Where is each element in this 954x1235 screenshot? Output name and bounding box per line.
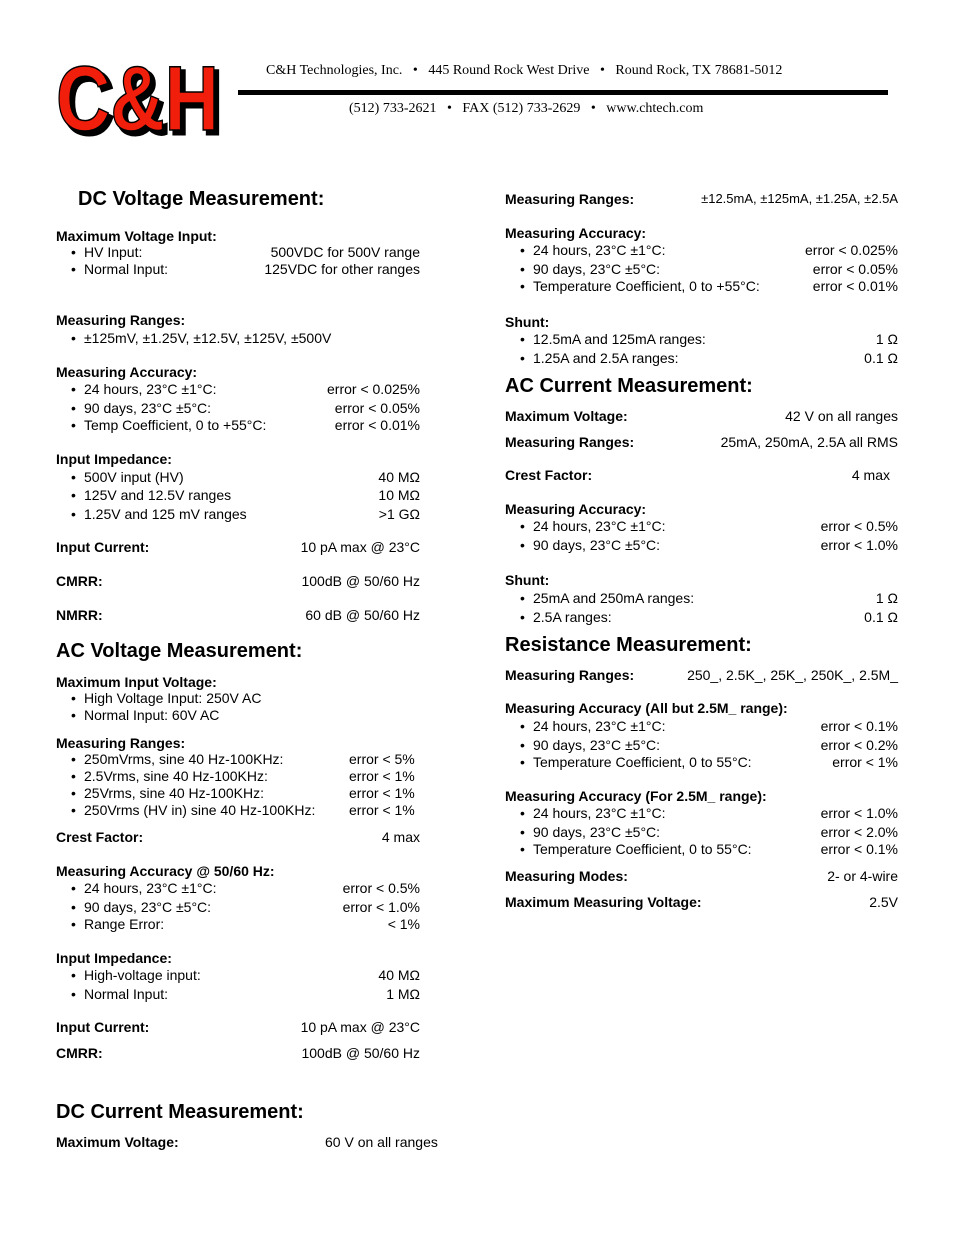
dcv-current-value: 10 pA max @ 23°C [300, 539, 420, 555]
dc-current-title: DC Current Measurement: [56, 1101, 304, 1123]
dci-ranges-value: ±12.5mA, ±125mA, ±1.25A, ±2.5A [701, 191, 898, 206]
dci-acc-label: • 24 hours, 23°C ±1°C: [533, 242, 666, 258]
ac-current-title: AC Current Measurement: [505, 375, 753, 397]
separator: • [599, 63, 605, 78]
acv-range-value: error < 1% [349, 768, 415, 784]
dcv-imp-label: • 1.25V and 125 mV ranges [84, 506, 247, 522]
res-modes-label: Measuring Modes: [505, 868, 628, 884]
aci-crest-label: Crest Factor: [505, 467, 593, 483]
res-max-voltage-label: Maximum Measuring Voltage: [505, 894, 702, 910]
dci-max-value: 60 V on all ranges [325, 1134, 438, 1150]
dci-shunt-label: Shunt: [505, 314, 550, 330]
dcv-ranges-label: Measuring Ranges: [56, 312, 186, 328]
dci-acc-value: error < 0.025% [805, 242, 898, 258]
dcv-acc-value: error < 0.01% [334, 417, 420, 433]
street-address: 445 Round Rock West Drive [428, 63, 590, 78]
dcv-imp-value: 10 MΩ [378, 487, 420, 503]
dci-max-label: Maximum Voltage: [56, 1134, 179, 1150]
acv-range-label: • 2.5Vrms, sine 40 Hz-100KHz: [84, 768, 268, 784]
dci-ranges-label: Measuring Ranges: [505, 191, 635, 207]
dcv-imp-value: 40 MΩ [378, 469, 420, 485]
aci-ranges-label: Measuring Ranges: [505, 434, 635, 450]
acv-cmrr-label: CMRR: [56, 1045, 103, 1061]
acv-accuracy-label: Measuring Accuracy @ 50/60 Hz: [56, 863, 275, 879]
dcv-acc-label: • 24 hours, 23°C ±1°C: [84, 381, 217, 397]
acv-imp-label: • High-voltage input: [84, 967, 201, 983]
aci-max-value: 42 V on all ranges [785, 408, 898, 424]
resistance-title: Resistance Measurement: [505, 634, 752, 656]
dcv-accuracy-label: Measuring Accuracy: [56, 364, 198, 380]
aci-crest-value: 4 max [851, 467, 890, 483]
acv-ranges-label: Measuring Ranges: [56, 735, 186, 751]
aci-acc-value: error < 1.0% [820, 537, 898, 553]
dcv-normal-value: 125VDC for other ranges [264, 261, 420, 277]
dcv-acc-label: • Temp Coefficient, 0 to +55°C: [84, 417, 266, 433]
aci-max-label: Maximum Voltage: [505, 408, 628, 424]
dcv-ranges-value: • ±125mV, ±1.25V, ±12.5V, ±125V, ±500V [84, 330, 331, 346]
separator: • [447, 101, 452, 116]
dcv-imp-value: >1 GΩ [378, 506, 420, 522]
acv-imp-label: • Normal Input: [84, 986, 168, 1002]
city-address: Round Rock, TX 78681-5012 [615, 63, 783, 78]
dcv-nmrr-label: NMRR: [56, 607, 103, 623]
res-acc2-label: Measuring Accuracy (For 2.5M_ range): [505, 788, 767, 804]
res-acc2-item: • 90 days, 23°C ±5°C: [533, 824, 660, 840]
dcv-normal-label: • Normal Input: [84, 261, 168, 277]
acv-range-label: • 25Vrms, sine 40 Hz-100KHz: [84, 785, 264, 801]
acv-crest-value: 4 max [381, 829, 420, 845]
svg-text:C&H: C&H [60, 56, 223, 138]
res-acc2-item: • 24 hours, 23°C ±1°C: [533, 805, 666, 821]
aci-shunt-value: 1 Ω [875, 590, 898, 606]
dci-accuracy-label: Measuring Accuracy: [505, 225, 647, 241]
contact-line [349, 101, 703, 117]
aci-acc-label: • 90 days, 23°C ±5°C: [533, 537, 660, 553]
dci-shunt-value: 1 Ω [875, 331, 898, 347]
dcv-cmrr-label: CMRR: [56, 573, 103, 589]
phone-number: (512) 733-2621 [349, 101, 437, 116]
dcv-hv-value: 500VDC for 500V range [270, 244, 420, 260]
dcv-current-label: Input Current: [56, 539, 150, 555]
acv-range-value: error < 1% [349, 802, 415, 818]
acv-current-label: Input Current: [56, 1019, 150, 1035]
company-name: C&H Technologies, Inc. [266, 63, 403, 78]
acv-crest-label: Crest Factor: [56, 829, 144, 845]
acv-acc-value: < 1% [387, 916, 420, 932]
res-acc2-item: • Temperature Coefficient, 0 to 55°C: [533, 841, 752, 857]
dci-acc-value: error < 0.01% [812, 278, 898, 294]
acv-max-item: • Normal Input: 60V AC [84, 707, 219, 723]
res-acc1-item: • 24 hours, 23°C ±1°C: [533, 718, 666, 734]
res-modes-value: 2- or 4-wire [827, 868, 898, 884]
header-rule [238, 90, 888, 95]
dci-acc-label: • 90 days, 23°C ±5°C: [533, 261, 660, 277]
separator: • [590, 101, 596, 116]
acv-range-label: • 250Vrms (HV in) sine 40 Hz-100KHz: [84, 802, 315, 818]
res-ranges-value: 250_, 2.5K_, 25K_, 250K_, 2.5M_ [687, 667, 898, 683]
website-link[interactable]: www.chtech.com [606, 101, 704, 116]
dci-shunt-value: 0.1 Ω [864, 350, 898, 366]
res-acc1-item: • Temperature Coefficient, 0 to 55°C: [533, 754, 752, 770]
dci-shunt-range: • 1.25A and 2.5A ranges: [533, 350, 679, 366]
acv-range-label: • 250mVrms, sine 40 Hz-100KHz: [84, 751, 283, 767]
acv-range-value: error < 1% [349, 785, 415, 801]
res-ranges-label: Measuring Ranges: [505, 667, 635, 683]
aci-acc-value: error < 0.5% [820, 518, 898, 534]
aci-accuracy-label: Measuring Accuracy: [505, 501, 647, 517]
aci-acc-label: • 24 hours, 23°C ±1°C: [533, 518, 666, 534]
dcv-acc-value: error < 0.05% [334, 400, 420, 416]
acv-acc-label: • 90 days, 23°C ±5°C: [84, 899, 211, 915]
acv-current-value: 10 pA max @ 23°C [300, 1019, 420, 1035]
acv-acc-value: error < 1.0% [342, 899, 420, 915]
dci-acc-label: • Temperature Coefficient, 0 to +55°C: [533, 278, 760, 294]
acv-imp-value: 1 MΩ [386, 986, 420, 1002]
acv-max-label: Maximum Input Voltage: [56, 674, 217, 690]
dcv-hv-label: • HV Input: [84, 244, 142, 260]
dci-acc-value: error < 0.05% [812, 261, 898, 277]
res-max-voltage-value: 2.5V [869, 894, 898, 910]
separator: • [412, 63, 418, 78]
aci-shunt-range: • 2.5A ranges: [533, 609, 612, 625]
address-line [266, 63, 782, 79]
aci-shunt-label: Shunt: [505, 572, 550, 588]
dci-shunt-range: • 12.5mA and 125mA ranges: [533, 331, 706, 347]
ac-voltage-title: AC Voltage Measurement: [56, 640, 303, 662]
dcv-acc-value: error < 0.025% [327, 381, 420, 397]
dcv-acc-label: • 90 days, 23°C ±5°C: [84, 400, 211, 416]
res-acc2-value: error < 1.0% [820, 805, 898, 821]
acv-acc-label: • Range Error: [84, 916, 164, 932]
dc-voltage-title: DC Voltage Measurement: [78, 188, 325, 210]
res-acc2-value: error < 2.0% [820, 824, 898, 840]
res-acc1-item: • 90 days, 23°C ±5°C: [533, 737, 660, 753]
res-acc2-value: error < 0.1% [820, 841, 898, 857]
acv-max-item: • High Voltage Input: 250V AC [84, 690, 261, 706]
acv-impedance-label: Input Impedance: [56, 950, 172, 966]
dcv-imp-label: • 500V input (HV) [84, 469, 184, 485]
acv-imp-value: 40 MΩ [378, 967, 420, 983]
acv-range-value: error < 5% [349, 751, 415, 767]
acv-acc-label: • 24 hours, 23°C ±1°C: [84, 880, 217, 896]
fax-number: FAX (512) 733-2629 [462, 101, 581, 116]
res-acc1-value: error < 0.1% [820, 718, 898, 734]
dcv-impedance-label: Input Impedance: [56, 451, 172, 467]
aci-ranges-value: 25mA, 250mA, 2.5A all RMS [720, 434, 898, 450]
res-acc1-value: error < 1% [832, 754, 898, 770]
dcv-cmrr-value: 100dB @ 50/60 Hz [301, 573, 420, 589]
dcv-nmrr-value: 60 dB @ 50/60 Hz [305, 607, 420, 623]
dcv-imp-label: • 125V and 12.5V ranges [84, 487, 231, 503]
svg-text:C&H: C&H [56, 56, 219, 138]
res-acc1-value: error < 0.2% [820, 737, 898, 753]
acv-cmrr-value: 100dB @ 50/60 Hz [301, 1045, 420, 1061]
res-acc1-label: Measuring Accuracy (All but 2.5M_ range): [505, 700, 788, 716]
acv-acc-value: error < 0.5% [342, 880, 420, 896]
aci-shunt-value: 0.1 Ω [864, 609, 898, 625]
dcv-max-input-label: Maximum Voltage Input: [56, 228, 217, 244]
aci-shunt-range: • 25mA and 250mA ranges: [533, 590, 694, 606]
company-logo [55, 56, 225, 138]
